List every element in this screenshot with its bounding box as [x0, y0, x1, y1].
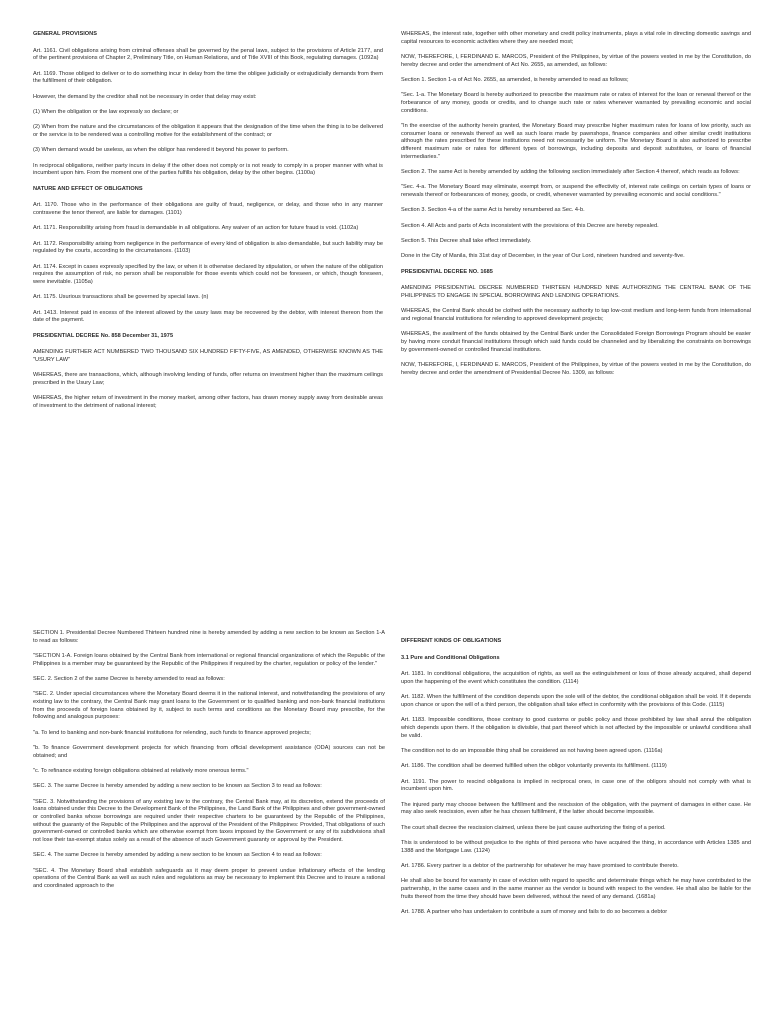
paragraph: In reciprocal obligations, neither party incurs in delay if the other does not comply or is not ready to comply in a proper manner with what is incumbent upon him. From the moment one of the parties fulfills his obligation, delay by the other begins. (1100a) — [33, 162, 383, 177]
paragraph: "a. To lend to banking and non-bank financial institutions for relending, such funds to finance approved projects; — [33, 729, 311, 736]
section-heading: PRESIDENTIAL DECREE NO. 1685 — [401, 268, 493, 275]
paragraph: Art. 1175. Usurious transactions shall be governed by special laws. (n) — [33, 294, 209, 301]
section-heading: NATURE AND EFFECT OF OBLIGATIONS — [33, 185, 143, 192]
paragraph: "In the exercise of the authority herein granted, the Monetary Board may prescribe higher maximum rates for loans of low priority, such as consumer loans or renewals thereof as well as such loans made by pawnshops, finance companies and other similar credit institutions although the rates prescribed for these institutions need not necessarily be uniform. The Monetary Board is also authorized to prescribe different maximum rate or rates for different types of borrowings, including deposits and deposit substitutes, or loans of financial intermediaries." — [401, 123, 751, 160]
paragraph: (2) When from the nature and the circumstances of the obligation it appears that the designation of the time when the thing is to be delivered or the service is to be rendered was a controlling motive for the establishment of the contract; or — [33, 124, 383, 138]
paragraph: The court shall decree the rescission claimed, unless there be just cause authorizing the fixing of a period. — [401, 824, 666, 831]
paragraph: AMENDING PRESIDENTIAL DECREE NUMBERED THIRTEEN HUNDRED NINE AUTHORIZING THE CENTRAL BANK OF THE PHILIPPINES TO ENGAGE IN SPECIAL BORROWING AND LENDING OPERATIONS. — [401, 285, 751, 299]
paragraph: Art. 1172. Responsibility arising from negligence in the performance of every kind of obligation is also demandable, but such liability may be regulated by the courts, according to the circumstances. (1103) — [33, 240, 383, 255]
paragraph: AMENDING FURTHER ACT NUMBERED TWO THOUSAND SIX HUNDRED FIFTY-FIVE, AS AMENDED, OTHERWISE KNOWN AS THE "USURY LAW" — [33, 349, 383, 363]
paragraph: Section 1. Section 1-a of Act No. 2655, as amended, is hereby amended to read as follows; — [401, 77, 629, 83]
paragraph: Section 3. Section 4-a of the same Act is hereby renumbered as Sec. 4-b. — [401, 207, 585, 214]
section-heading: DIFFERENT KINDS OF OBLIGATIONS — [401, 638, 502, 644]
paragraph: The condition not to do an impossible thing shall be considered as not having been agreed upon. (1116a) — [401, 748, 663, 755]
paragraph: This is understood to be without prejudice to the rights of third persons who have acquired the thing, in accordance with Articles 1385 and 1388 and the Mortgage Law. (1124) — [401, 840, 751, 854]
section-heading: 3.1 Pure and Conditional Obligations — [401, 654, 500, 661]
paragraph: Art. 1786. Every partner is a debtor of the partnership for whatever he may have promised to contribute thereto. — [401, 863, 679, 869]
paragraph: Art. 1186. The condition shall be deemed fulfilled when the obligor voluntarily prevents its fulfillment. (1119) — [401, 763, 667, 770]
paragraph: SEC. 3. The same Decree is hereby amended by adding a new section to be known as Section 3 to read as follows: — [33, 783, 322, 790]
paragraph: SEC. 2. Section 2 of the same Decree is hereby amended to read as follows: — [33, 676, 225, 682]
paragraph: "c. To refinance existing foreign obligations obtained at relatively more onerous terms." — [33, 768, 249, 774]
paragraph: Section 4. All Acts and parts of Acts inconsistent with the provisions of this Decree are hereby repealed. — [401, 222, 659, 229]
section-heading: GENERAL PROVISIONS — [33, 31, 97, 37]
paragraph: WHEREAS, there are transactions, which, although involving lending of funds, offer returns on investment higher than the maximum ceilings prescribed in the Usury Law; — [33, 372, 383, 386]
paragraph: Art. 1182. When the fulfillment of the condition depends upon the sole will of the debtor, the conditional obligation shall be void. If it depends upon chance or upon the will of a third person, the obligation shall take effect in conformity with the provisions of this Code. (1115) — [401, 694, 751, 709]
paragraph: WHEREAS, the Central Bank should be clothed with the necessary authority to tap low-cost medium and long-term funds from international and regional financial institutions for relending to approved development projects; — [401, 308, 751, 322]
section-heading: PRESIDENTIAL DECREE No. 858 December 31, 1975 — [33, 332, 174, 339]
paragraph: "Sec. 4-a. The Monetary Board may eliminate, exempt from, or suspend the effectivity of, interest rate ceilings on certain types of loans or renewals thereof or forbearances of money, goods, or credit, whenever warranted by prevailing economic and social conditions." — [401, 184, 751, 199]
text-column-top-right — [401, 31, 751, 385]
paragraph: Section 5. This Decree shall take effect immediately. — [401, 238, 532, 244]
paragraph: NOW, THEREFORE, I, FERDINAND E. MARCOS, President of the Philippines, by virtue of the powers vested in me by the Constitution, do hereby decree and order the amendment of Act No. 2655, as amended, as follows: — [401, 54, 751, 68]
paragraph: Art. 1413. Interest paid in excess of the interest allowed by the usury laws may be recovered by the debtor, with interest thereon from the date of the payment. — [33, 309, 383, 324]
paragraph: WHEREAS, the availment of the funds obtained by the Central Bank under the Consolidated Foreign Borrowings Program should be easier by having more conduit financial institutions through which said funds could be channeled and by liberalizing the constraints on borrowings by government-owned or controlled financial institutions. — [401, 331, 751, 353]
paragraph: NOW, THEREFORE, I, FERDINAND E. MARCOS, President of the Philippines, by virtue of the powers vested in me by the Constitution, do hereby decree and order the amendment of Presidential Decree No. 1309, as follows: — [401, 362, 751, 376]
paragraph: SEC. 4. The same Decree is hereby amended by adding a new section to be known as Section 4 to read as follows: — [33, 852, 322, 859]
paragraph: Art. 1161. Civil obligations arising from criminal offenses shall be governed by the penal laws, subject to the provisions of Article 2177, and of the pertinent provisions of Chapter 2, Preliminary Title, on Human Relations, and of Title XVIII of this Book, regulating damages. (1092a) — [33, 47, 383, 62]
paragraph: Art. 1171. Responsibility arising from fraud is demandable in all obligations. Any waiver of an action for future fraud is void. (1102a) — [33, 225, 359, 232]
paragraph: The injured party may choose between the fulfillment and the rescission of the obligation, with the payment of damages in either case. He may also seek rescission, even after he has chosen fulfillment, if the latter should become impossible. — [401, 801, 751, 816]
paragraph: (3) When demand would be useless, as when the obligor has rendered it beyond his power to perform. — [33, 147, 289, 154]
paragraph: Art. 1183. Impossible conditions, those contrary to good customs or public policy and those prohibited by law shall annul the obligation which depends upon them. If the obligation is divisible, that part thereof which is not affected by the impossible or unlawful conditions shall be valid. — [401, 717, 751, 739]
text-column-bottom-left — [33, 630, 385, 898]
text-column-bottom-right — [401, 638, 751, 924]
paragraph: Art. 1788. A partner who has undertaken to contribute a sum of money and fails to do so becomes a debtor — [401, 909, 668, 915]
paragraph: Art. 1191. The power to rescind obligations is implied in reciprocal ones, in case one of the obligors should not comply with what is incumbent upon him. — [401, 778, 751, 793]
paragraph: However, the demand by the creditor shall not be necessary in order that delay may exist: — [33, 93, 257, 100]
paragraph: "SEC. 4. The Monetary Board shall establish safeguards as it may deem proper to prevent undue inflationary effects of the lending operations of the Central Bank as well as such rules and regulations as may be necessary to implement this Decree and to insure a rational and coordinated approach to the — [33, 867, 385, 890]
paragraph: (1) When the obligation or the law expressly so declare; or — [33, 109, 179, 115]
paragraph: "SEC. 3. Notwithstanding the provisions of any existing law to the contrary, the Central Bank may, at its discretion, extend the proceeds of loans obtained under this Decree to the Development Bank of the Philippines, the Land Bank of the Philippines and other government-owned or controlled banks whose borrowings are required under their respective charters to be guaranteed by the Republic of the Philippines, without the guaranty of the Republic of the Philippines and the approval of the President of the Philippines: Provided, That obligations of such government-owned or controlled banks which are otherwise exempt from taxes imposed by the Government or any of its subdivisions shall not lose their tax-exempt status solely as a result of the absence of such Government guaranty or approval by the President. — [33, 798, 385, 844]
paragraph: Section 2. The same Act is hereby amended by adding the following section immediately after Section 4 thereof, which reads as follows: — [401, 169, 740, 176]
paragraph: "SEC. 2. Under special circumstances where the Monetary Board deems it in the national interest, and notwithstanding the provisions of any existing law to the contrary, the Central Bank may grant loans to the Government or to qualified banking and non-bank financial institutions from the proceeds of foreign loans obtained by it, subject to such terms and conditions as the Monetary Board may prescribe, for the following and analogous purposes: — [33, 691, 385, 721]
paragraph: Art. 1169. Those obliged to deliver or to do something incur in delay from the time the obligee judicially or extrajudicially demands from them the fulfillment of their obligation. — [33, 70, 383, 85]
paragraph: WHEREAS, the higher return of investment in the money market, among other factors, has drawn money supply away from desirable areas of investment to the detriment of national interest; — [33, 395, 383, 409]
paragraph: Art. 1170. Those who in the performance of their obligations are guilty of fraud, negligence, or delay, and those who in any manner contravene the tenor thereof, are liable for damages. (1101) — [33, 202, 383, 216]
paragraph: Done in the City of Manila, this 31st day of December, in the year of Our Lord, nineteen hundred and seventy-five. — [401, 253, 685, 260]
text-column-top-left — [33, 31, 383, 418]
paragraph: "SECTION 1-A. Foreign loans obtained by the Central Bank from international or regional financial organizations of which the Republic of the Philippines is a member may be guaranteed by the Republic of the Philippines if required by the charter, regulation or policy of the lender." — [33, 653, 385, 667]
paragraph: Art. 1181. In conditional obligations, the acquisition of rights, as well as the extinguishment or loss of those already acquired, shall depend upon the happening of the event which constitutes the condition. (1114) — [401, 671, 751, 686]
paragraph: "Sec. 1-a. The Monetary Board is hereby authorized to prescribe the maximum rate or rates of interest for the loan or renewal thereof or the forbearance of any money, goods or credits, and to change such rate or rates whenever warranted by prevailing economic and social conditions. — [401, 92, 751, 114]
paragraph: "b. To finance Government development projects for which financing from official development assistance (ODA) sources can not be obtained; and — [33, 745, 385, 759]
paragraph: He shall also be bound for warranty in case of eviction with regard to specific and determinate things which he may have contributed to the partnership, in the same cases and in the same manner as the vendor is bound with respect to the vendee. He shall also be liable for the fruits thereof from the time they should have been delivered, without the need of any demand. (1681a) — [401, 878, 751, 900]
paragraph: WHEREAS, the interest rate, together with other monetary and credit policy instruments, plays a vital role in directing domestic savings and capital resources to economic activities where they are needed most; — [401, 31, 751, 45]
paragraph: SECTION 1. Presidential Decree Numbered Thirteen hundred nine is hereby amended by adding a new section to be known as Section 1-A to read as follows: — [33, 630, 385, 644]
paragraph: Art. 1174. Except in cases expressly specified by the law, or when it is otherwise declared by stipulation, or when the nature of the obligation requires the assumption of risk, no person shall be responsible for those events which could not be foreseen, or which, though foreseen, were inevitable. (1105a) — [33, 263, 383, 285]
